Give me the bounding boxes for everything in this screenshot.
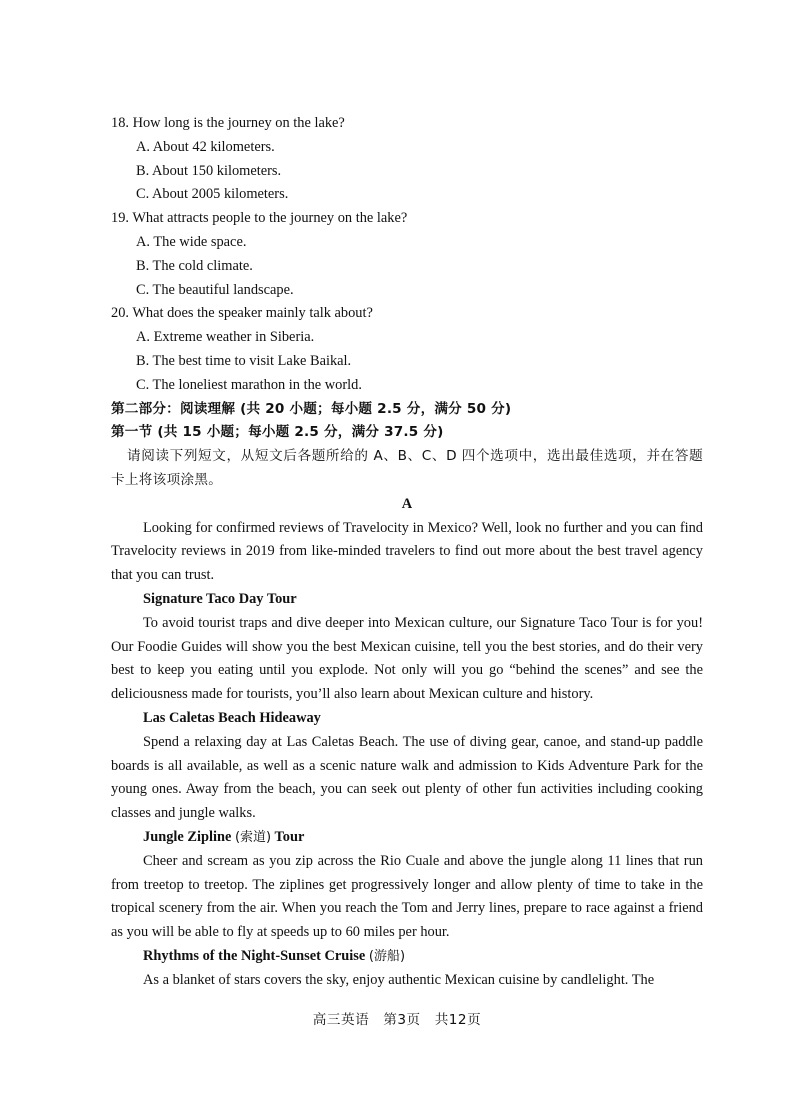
section-text: To avoid tourist traps and dive deeper into Mexican culture, our Signature Taco Tour is for you! Our Foodie Guides will show you the best Mexican cuisine, tell you the best stories, and do their very best to keep you eating until you explode. Not only will you go “behind the scenes” and see the deliciousness made for tourists, you’ll also learn about Mexican culture and history. [111,614,703,703]
section-text: As a blanket of stars covers the sky, enjoy authentic Mexican cuisine by candlelight. The [143,971,655,988]
question-stem: 18. How long is the journey on the lake? [111,115,345,131]
page-content [111,112,703,992]
passage-section-beach [111,707,703,826]
page-footer: 高三英语 第3页 共12页 [312,1012,482,1028]
section-text: Cheer and scream as you zip across the Rio Cuale and above the jungle along 11 lines that run from treetop to treetop. The ziplines get progressively longer and allow plenty of time to take in the tropical scenery from the air. When you reach the Tom and Jerry lines, prepare to race against a friend as you will be able to fly at speeds up to 60 miles per hour. [111,852,703,941]
option-c: C. About 2005 kilometers. [136,186,289,203]
option-a: A. Extreme weather in Siberia. [136,329,315,346]
section-heading: Rhythms of the Night-Sunset Cruise [143,947,366,964]
passage-section-zipline [111,826,703,945]
question-18 [111,112,703,207]
section-heading: Signature Taco Day Tour [143,590,297,607]
question-stem: 20. What does the speaker mainly talk about? [111,305,373,322]
section-heading-wrap [111,826,703,850]
question-stem: 19. What attracts people to the journey on the lake? [111,210,408,227]
part-title: 第二部分：阅读理解 (共 20 小题；每小题 2.5 分，满分 50 分) [111,400,512,417]
option-b: B. About 150 kilometers. [136,162,282,179]
option-a: A. About 42 kilometers. [136,138,275,155]
passage-label: A [401,495,413,512]
section-heading-wrap [111,945,703,969]
option-b: B. The best time to visit Lake Baikal. [136,352,352,369]
option-b: B. The cold climate. [136,257,253,274]
section-title: 第一节 (共 15 小题；每小题 2.5 分，满分 37.5 分) [111,424,444,441]
passage-intro: Looking for confirmed reviews of Travelocity in Mexico? Well, look no further and you can find Travelocity reviews in 2019 from like-minded travelers to find out more about the best travel agency that you can trust. [111,519,703,584]
option-a: A. The wide space. [136,233,247,250]
option-c: C. The loneliest marathon in the world. [136,376,362,393]
section-heading: Las Caletas Beach Hideaway [143,709,321,726]
passage-section-cruise [111,945,703,993]
heading-note: (游船) [368,948,406,964]
heading-tail: Tour [271,828,305,845]
heading-note: (索道) [234,829,272,845]
passage-section-taco [111,588,703,707]
question-20 [111,302,703,397]
instruction-text: 请阅读下列短文，从短文后各题所给的 A、B、C、D 四个选项中，选出最佳选项，并在答题卡上将该项涂黑。 [111,448,703,488]
section-heading: Jungle Zipline [143,828,232,845]
section-text: Spend a relaxing day at Las Caletas Beach. The use of diving gear, canoe, and stand-up paddle boards is all available, as well as a scenic nature walk and admission to Kids Adventure Park for the young ones. Away from the beach, you can seek out plenty of other fun activities including cooking classes and jungle walks. [111,733,703,822]
question-19 [111,207,703,302]
option-c: C. The beautiful landscape. [136,281,294,298]
